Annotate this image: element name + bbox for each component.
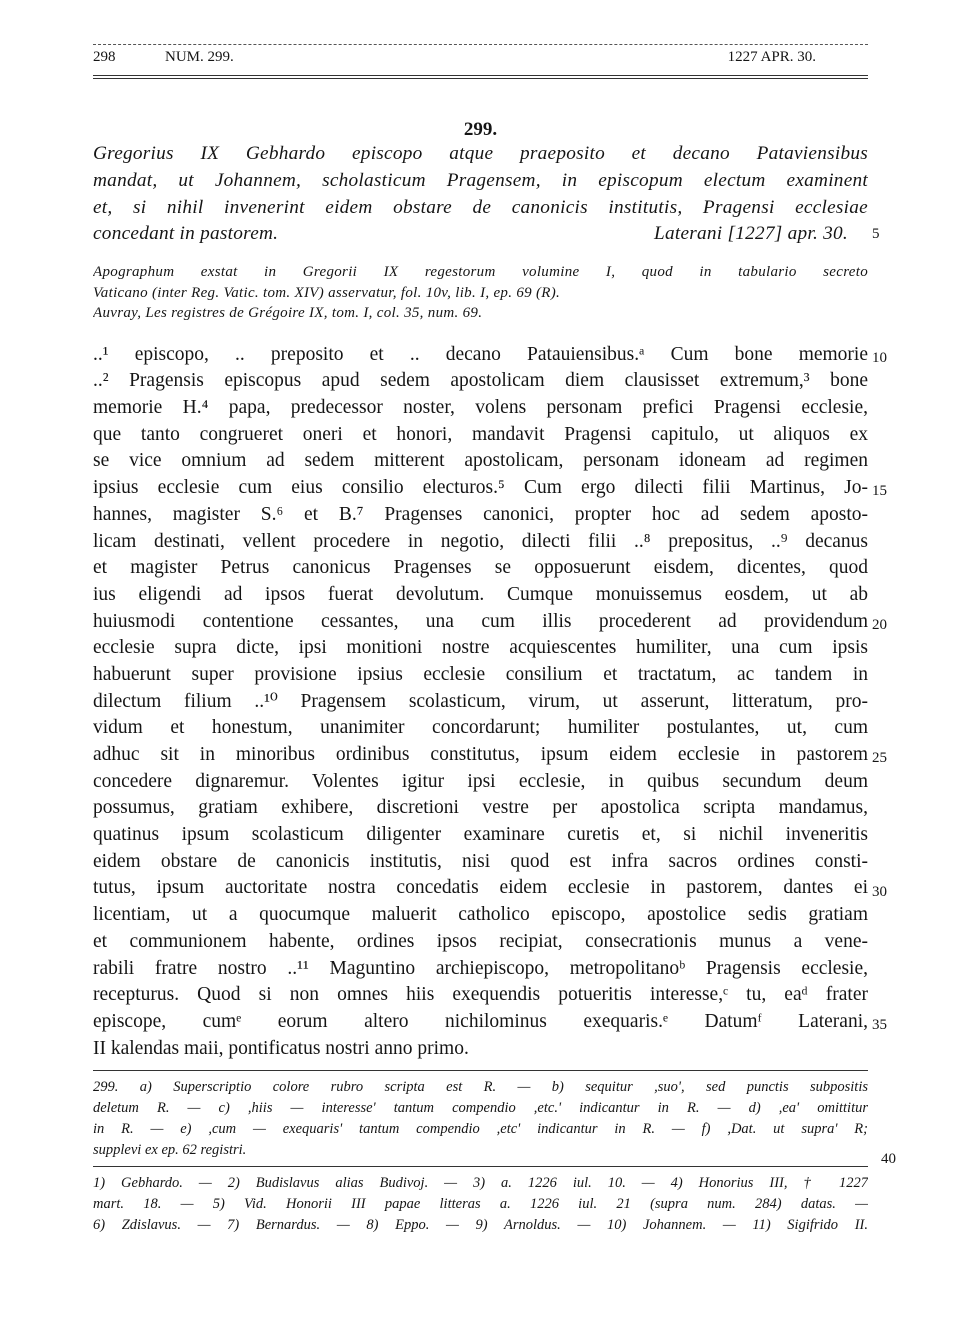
text-line: memorie H.⁴ papa, predecessor noster, volens personam prefici Pragensi ecclesie, (93, 397, 868, 419)
line-number: 5 (872, 226, 880, 242)
text-line: rabili fratre nostro ..¹¹ Maguntino archiepiscopo, metropolitanoᵇ Pragensis ecclesie, (93, 957, 868, 979)
text-line: concedere dignaremur. Volentes igitur ipsi ecclesie, in quibus secundum deum (93, 770, 868, 792)
regest-line: concedant in pastorem. (93, 223, 279, 245)
text-line: quatinus ipsum scolasticum diligenter examinare curetis et, si nichil inveneritis (93, 824, 868, 846)
source-line: Auvray, Les registres de Grégoire IX, tom. I, col. 35, num. 69. (93, 305, 483, 322)
source-line: Vaticano (inter Reg. Vatic. tom. XIV) asservatur, fol. 10v, lib. I, ep. 69 (R). (93, 284, 561, 301)
line-number: 10 (872, 349, 887, 366)
regest-line: Gregorius IX Gebhardo episcopo atque praeposito et decano Pataviensibus (93, 143, 868, 164)
text-line: recepturus. Quod si non omnes hiis exequendis potueritis interesse,ᶜ tu, eaᵈ frater (93, 984, 868, 1006)
text-line: ius eligendi ad ipsos fuerat devolutum. Cumque monuissemus eosdem, ut ab (93, 583, 868, 605)
note-line: 1) Gebhardo. — 2) Budislavus alias Budivoj. — 3) a. 1226 iul. 10. — 4) Honorius III, † 1227 (93, 1175, 868, 1192)
regest-datum: Laterani [1227] apr. 30. (653, 223, 848, 245)
running-header (93, 49, 868, 75)
footnote-rule (93, 1070, 868, 1071)
header-rule (93, 75, 868, 79)
text-line: II kalendas maii, pontificatus nostri anno primo. (93, 1037, 469, 1059)
text-line: possumus, gratiam exhibere, discretioni vestre per apostolica scripta mandamus, (93, 797, 868, 819)
header-date: 1227 APR. 30. (727, 49, 816, 65)
note-line: mart. 18. — 5) Vid. Honorii III papae litteras a. 1226 iul. 21 (supra num. 284) datas. — (93, 1196, 868, 1213)
text-line: hannes, magister S.⁶ et B.⁷ Pragenses canonici, propter hoc ad sedem aposto- (93, 503, 868, 525)
text-line: et magister Petrus canonicus Pragenses se opposuerunt eisdem, dicentes, quod (93, 557, 868, 579)
page-number: 298 (93, 49, 116, 65)
critical-apparatus (93, 1077, 896, 1168)
main-text (93, 342, 887, 1063)
source-line: Apographum exstat in Gregorii IX regestorum volumine I, quod in tabulario secreto (93, 264, 868, 281)
regest (93, 141, 880, 248)
top-rule (93, 44, 868, 45)
line-number: 25 (872, 750, 887, 767)
identification-notes (93, 1173, 868, 1235)
text-line: huiusmodi contentione cessantes, una cum illis procederent ad providendum (93, 610, 868, 632)
regest-line: mandat, ut Johannem, scholasticum Pragensem, in episcopum electum examinent (93, 169, 868, 191)
text-line: tutus, ipsum auctoritate nostra concedatis eidem ecclesie in pastorem, dantes ei (93, 877, 868, 899)
text-line: licam destinati, vellent procedere in negotio, dilecti filii ..⁸ prepositus, ..⁹ decanus (93, 530, 868, 552)
text-line: ..¹ episcopo, .. preposito et .. decano Patauiensibus.ᵃ Cum bone memorie (93, 343, 868, 365)
text-line: adhuc sit in minoribus ordinibus constitutus, ipsum eidem ecclesie in pastorem (93, 744, 868, 765)
document-reference: NUM. 299. (165, 49, 234, 65)
document-number: 299. (463, 119, 498, 140)
regest-last-line (93, 221, 868, 248)
apparatus-line: supplevi ex ep. 62 registri. (93, 1141, 247, 1158)
document-page (93, 44, 896, 1236)
text-line: eidem obstare de canonicis institutis, nisi quod est infra sacros ordines consti- (93, 850, 868, 872)
text-line: que tanto congrueret oneri et honori, mandavit Pragensi capitulo, ut aliquos ex (93, 423, 868, 445)
text-line: ecclesie supra dicte, ipsi monitioni nostre acquiescentes humiliter, una cum ipsis (93, 637, 868, 659)
source-note (93, 262, 868, 324)
text-line: et communionem habente, ordines ipsos recipiat, consecrationis munus a vene- (93, 930, 868, 952)
notes-divider (93, 1166, 868, 1167)
text-line: episcope, cumᵉ eorum altero nichilominus exequaris.ᵉ Datumᶠ Laterani, (93, 1010, 868, 1032)
text-line: dilectum filium ..¹⁰ Pragensem scolasticum, virum, ut asserunt, litteratum, pro- (93, 690, 868, 712)
line-number: 30 (872, 883, 887, 900)
text-line: se vice omnium ad sedem mitterent apostolicam, personam idoneam ad regimen (93, 450, 868, 472)
text-line: ..² Pragensis episcopus apud sedem apostolicam diem clausisset extremum,³ bone (93, 370, 868, 392)
regest-line: et, si nihil invenerint eidem obstare de canonicis institutis, Pragensi ecclesiae (93, 196, 868, 218)
line-number: 40 (881, 1151, 896, 1168)
text-line: vidum et honestum, unanimiter concordarunt; humiliter postulantes, ut, cum (93, 717, 868, 739)
text-line: licentiam, ut a quocumque maluerit catholico episcopo, apostolice sedis gratiam (93, 904, 868, 926)
line-number: 20 (872, 616, 887, 633)
line-number: 15 (872, 483, 887, 500)
apparatus-line: 299. a) Superscriptio colore rubro scripta est R. — b) sequitur ,suo', sed punctis subpositis (93, 1079, 868, 1096)
apparatus-line: deletum R. — c) ,hiis — interesse' tantum compendio ,etc.' indicantur in R. — d) ,ea' omittitur (93, 1100, 868, 1117)
text-line: habuerunt super provisione ipsius ecclesie consilium et tractatum, ac tandem in (93, 663, 868, 685)
apparatus-line: in R. — e) ,cum — exequaris' tantum compendio ,etc' indicantur in R. — f) ,Dat. ut supra' R; (93, 1120, 868, 1137)
line-number: 35 (872, 1017, 887, 1034)
note-line: 6) Zdislavus. — 7) Bernardus. — 8) Eppo. — 9) Arnoldus. — 10) Johannem. — 11) Sigifrido II. (93, 1217, 868, 1234)
text-line: ipsius ecclesie cum eius consilio electuros.⁵ Cum ergo dilecti filii Martinus, Jo- (93, 477, 868, 499)
